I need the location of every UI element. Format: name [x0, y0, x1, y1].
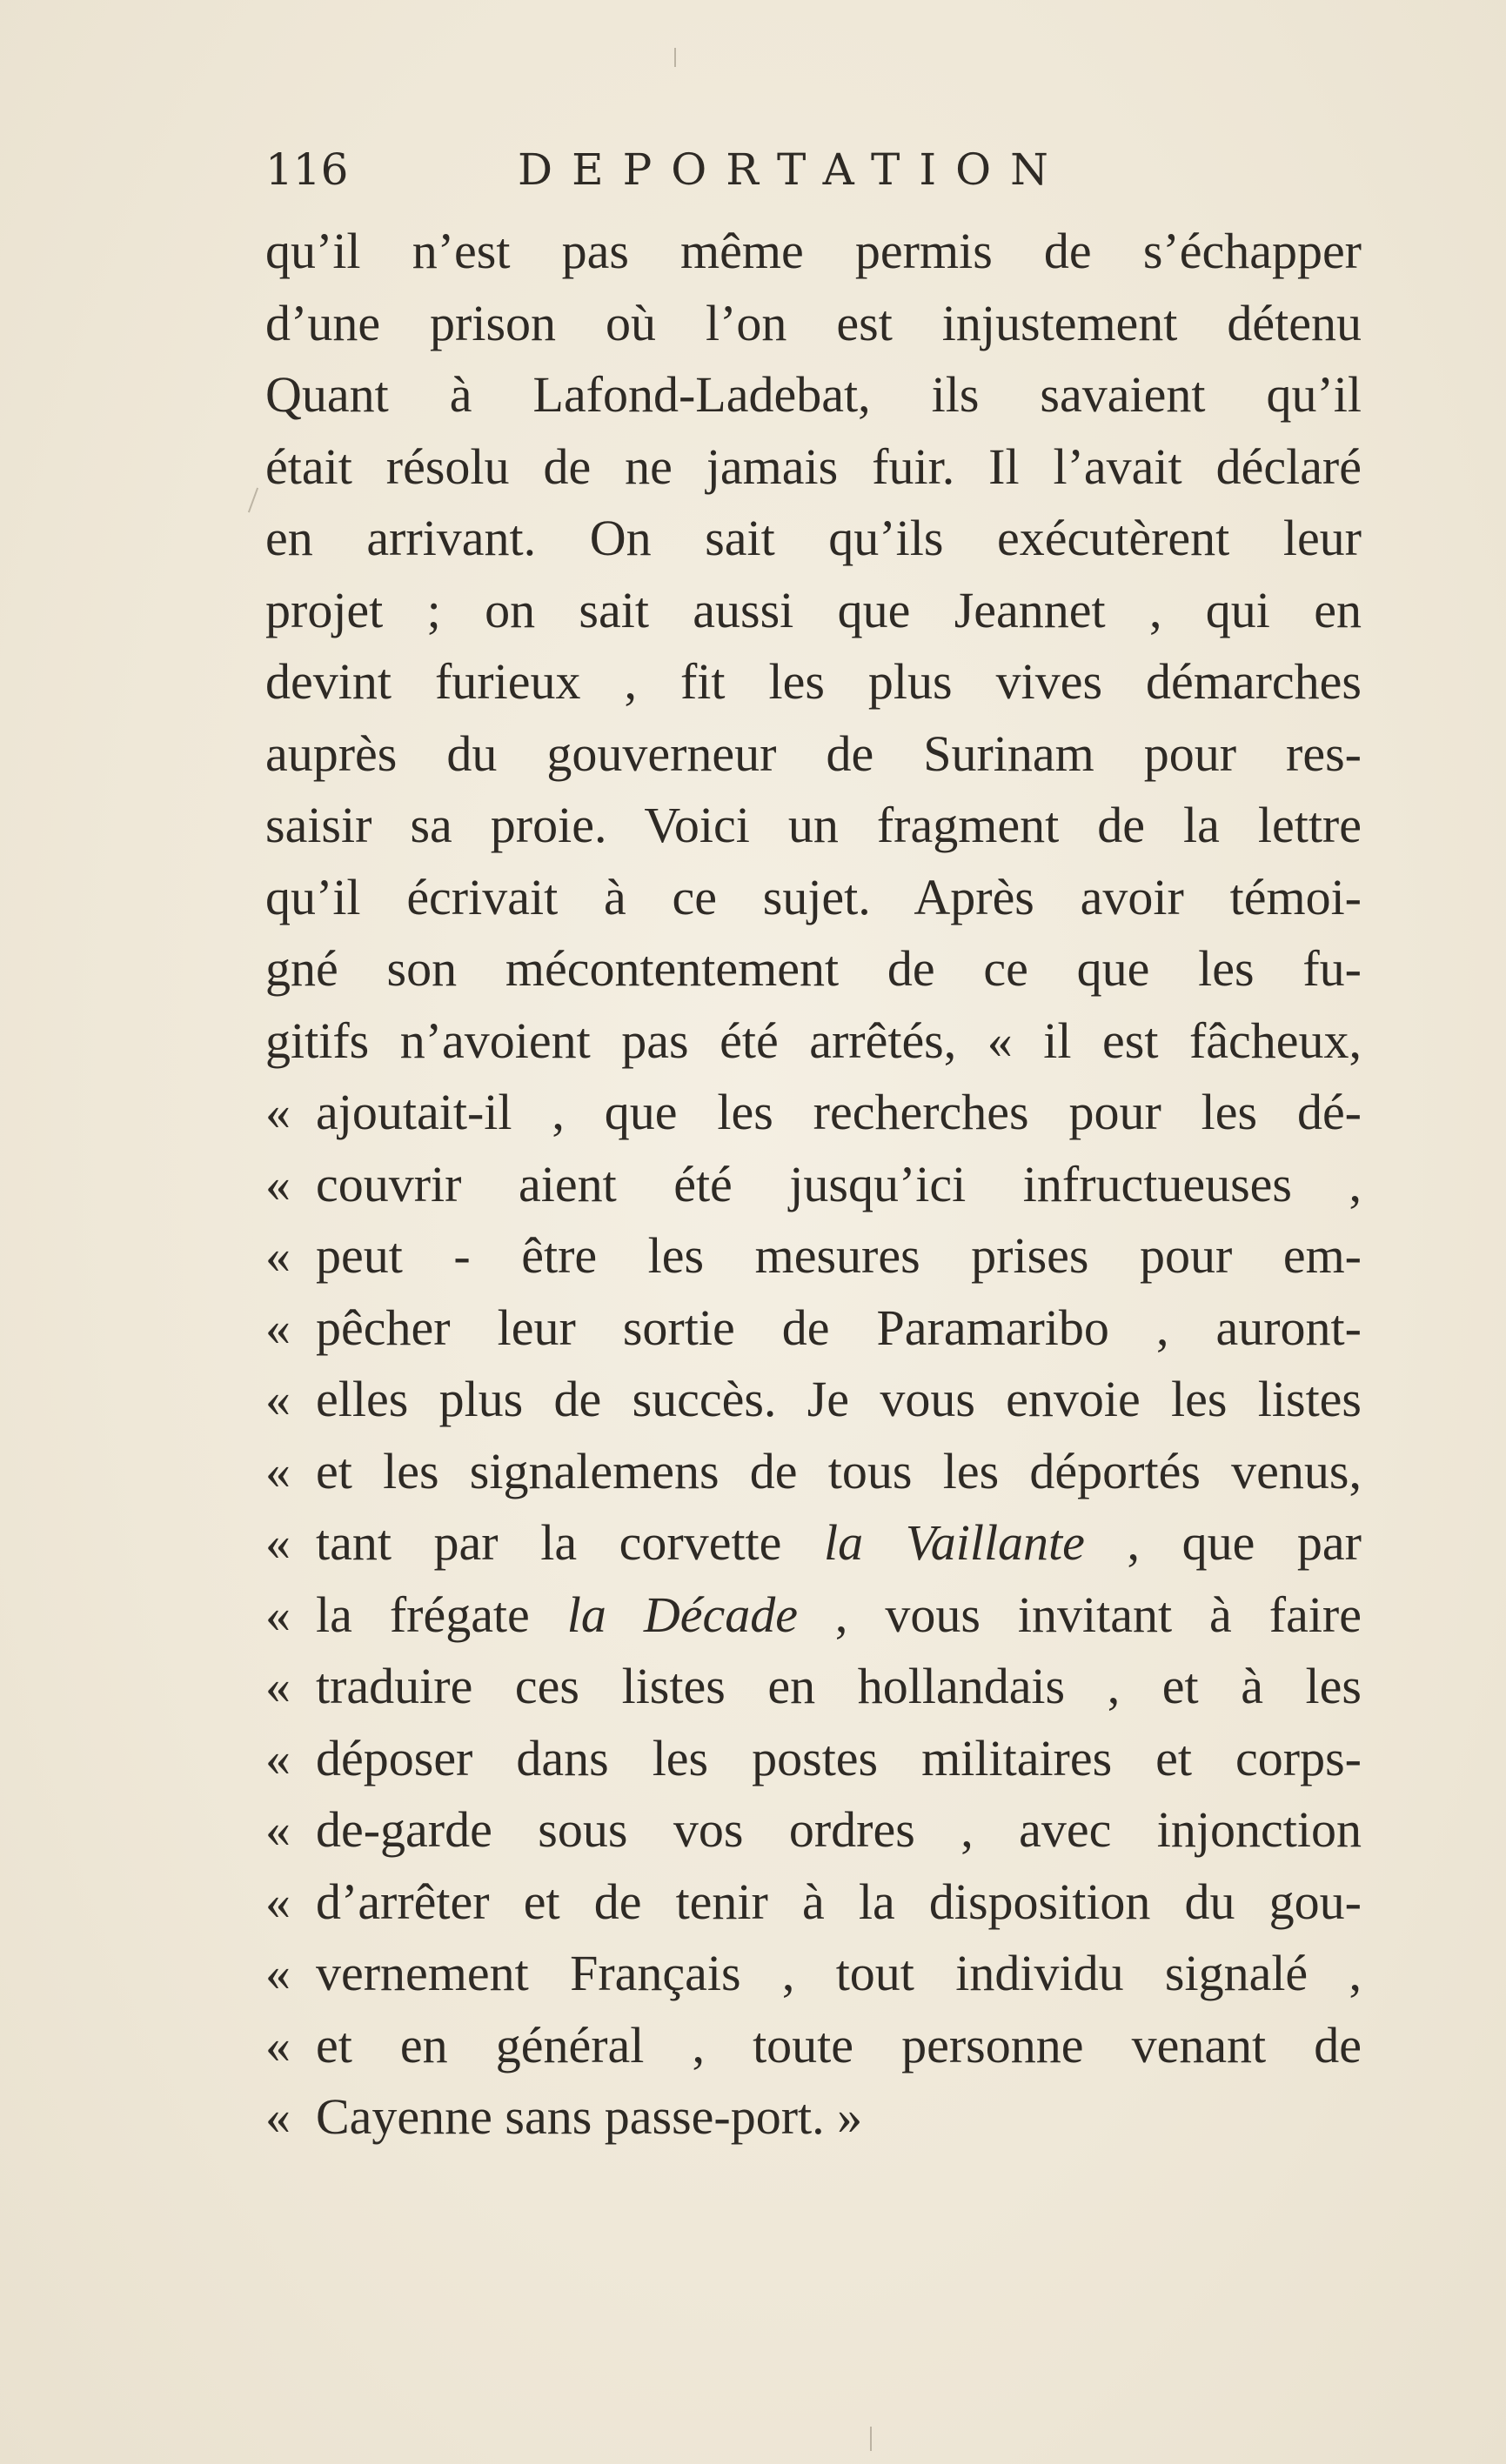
line-text: peut - être les mesures prises pour em-	[316, 1227, 1362, 1284]
text-line	[265, 575, 1362, 647]
text-line	[265, 1866, 1362, 1939]
ship-name-decade: la Décade	[566, 1586, 798, 1643]
quote-mark: «	[265, 2016, 291, 2073]
line-text: tant par la corvette	[316, 1514, 825, 1571]
quote-mark: «	[265, 1514, 291, 1571]
line-text: la frégate	[316, 1586, 567, 1643]
line-text: en arrivant. On sait qu’ils exécutèrent leur	[265, 510, 1362, 566]
line-text: d’arrêter et de tenir à la disposition du gou-	[316, 1873, 1362, 1930]
ship-name-vaillante: la Vaillante	[824, 1514, 1085, 1571]
line-text: gitifs n’avoient pas été arrêtés, « il est fâcheux,	[265, 1012, 1362, 1069]
line-text: auprès du gouverneur de Surinam pour res-	[265, 725, 1362, 782]
quote-mark: «	[265, 1442, 291, 1499]
line-text: gné son mécontentement de ce que les fu-	[265, 940, 1362, 997]
line-text: était résolu de ne jamais fuir. Il l’avait déclaré	[265, 437, 1362, 495]
quote-mark: «	[265, 1155, 291, 1212]
quote-mark: «	[265, 2088, 291, 2145]
text-line	[265, 1364, 1362, 1436]
line-text: ajoutait-il , que les recherches pour les dé-	[316, 1084, 1362, 1140]
paper-mark	[674, 48, 676, 67]
text-line	[265, 1938, 1362, 2010]
paper-mark	[248, 488, 258, 513]
quote-mark: «	[265, 1873, 291, 1930]
line-text: elles plus de succès. Je vous envoie les listes	[316, 1371, 1362, 1427]
text-line	[265, 718, 1362, 791]
line-text: , que par	[1084, 1514, 1362, 1571]
line-text: de-garde sous vos ordres , avec injonction	[316, 1801, 1362, 1858]
paper-mark	[870, 2427, 872, 2451]
page-number: 116	[265, 144, 349, 195]
running-title: DEPORTATION	[518, 144, 1068, 195]
text-line	[265, 862, 1362, 934]
text-line	[265, 1292, 1362, 1365]
line-text: vernement Français , tout individu signalé ,	[316, 1945, 1362, 2001]
line-text: traduire ces listes en hollandais , et à les	[316, 1658, 1362, 1714]
line-text: , vous invitant à faire	[797, 1586, 1362, 1643]
text-line	[265, 1723, 1362, 1795]
line-text: et les signalemens de tous les déportés venus,	[316, 1442, 1362, 1499]
text-line	[265, 933, 1362, 1005]
line-text: pêcher leur sortie de Paramaribo , auront-	[316, 1299, 1362, 1356]
text-line	[265, 1149, 1362, 1221]
quote-mark: «	[265, 1729, 291, 1786]
text-line	[265, 790, 1362, 862]
text-line-last	[265, 2081, 1362, 2153]
line-text: couvrir aient été jusqu’ici infructueuses ,	[316, 1155, 1362, 1212]
text-line	[265, 1579, 1362, 1652]
text-line	[265, 1794, 1362, 1866]
text-line	[265, 1220, 1362, 1292]
quote-mark: «	[265, 1371, 291, 1427]
line-text: saisir sa proie. Voici un fragment de la lettre	[265, 797, 1362, 853]
line-text: Cayenne sans passe-port. »	[316, 2088, 863, 2145]
quote-mark: «	[265, 1084, 291, 1140]
quote-mark: «	[265, 1586, 291, 1643]
line-text: projet ; on sait aussi que Jeannet , qui en	[265, 581, 1362, 638]
line-text: Quant à Lafond-Ladebat, ils savaient qu’il	[265, 366, 1362, 423]
text-line	[265, 288, 1362, 360]
text-line	[265, 1507, 1362, 1579]
quote-mark: «	[265, 1299, 291, 1356]
quote-mark: «	[265, 1945, 291, 2001]
text-line	[265, 1005, 1362, 1078]
line-text: d’une prison où l’on est injustement détenu	[265, 294, 1362, 351]
quote-mark: «	[265, 1658, 291, 1714]
text-line	[265, 431, 1362, 504]
text-line	[265, 1077, 1362, 1149]
text-line	[265, 359, 1362, 431]
text-line	[265, 216, 1362, 288]
line-text: et en général , toute personne venant de	[316, 2016, 1362, 2073]
body-text	[265, 216, 1362, 2153]
line-text: déposer dans les postes militaires et corps-	[316, 1729, 1362, 1786]
text-line	[265, 1436, 1362, 1508]
page-header	[265, 139, 1362, 200]
text-line	[265, 646, 1362, 718]
line-text: qu’il n’est pas même permis de s’échapper	[265, 223, 1362, 279]
quote-mark: «	[265, 1227, 291, 1284]
text-line	[265, 2010, 1362, 2082]
quote-mark: «	[265, 1801, 291, 1858]
line-text: qu’il écrivait à ce sujet. Après avoir témoi-	[265, 868, 1362, 925]
text-line	[265, 1651, 1362, 1723]
text-line	[265, 503, 1362, 575]
line-text: devint furieux , fit les plus vives démarches	[265, 653, 1362, 710]
